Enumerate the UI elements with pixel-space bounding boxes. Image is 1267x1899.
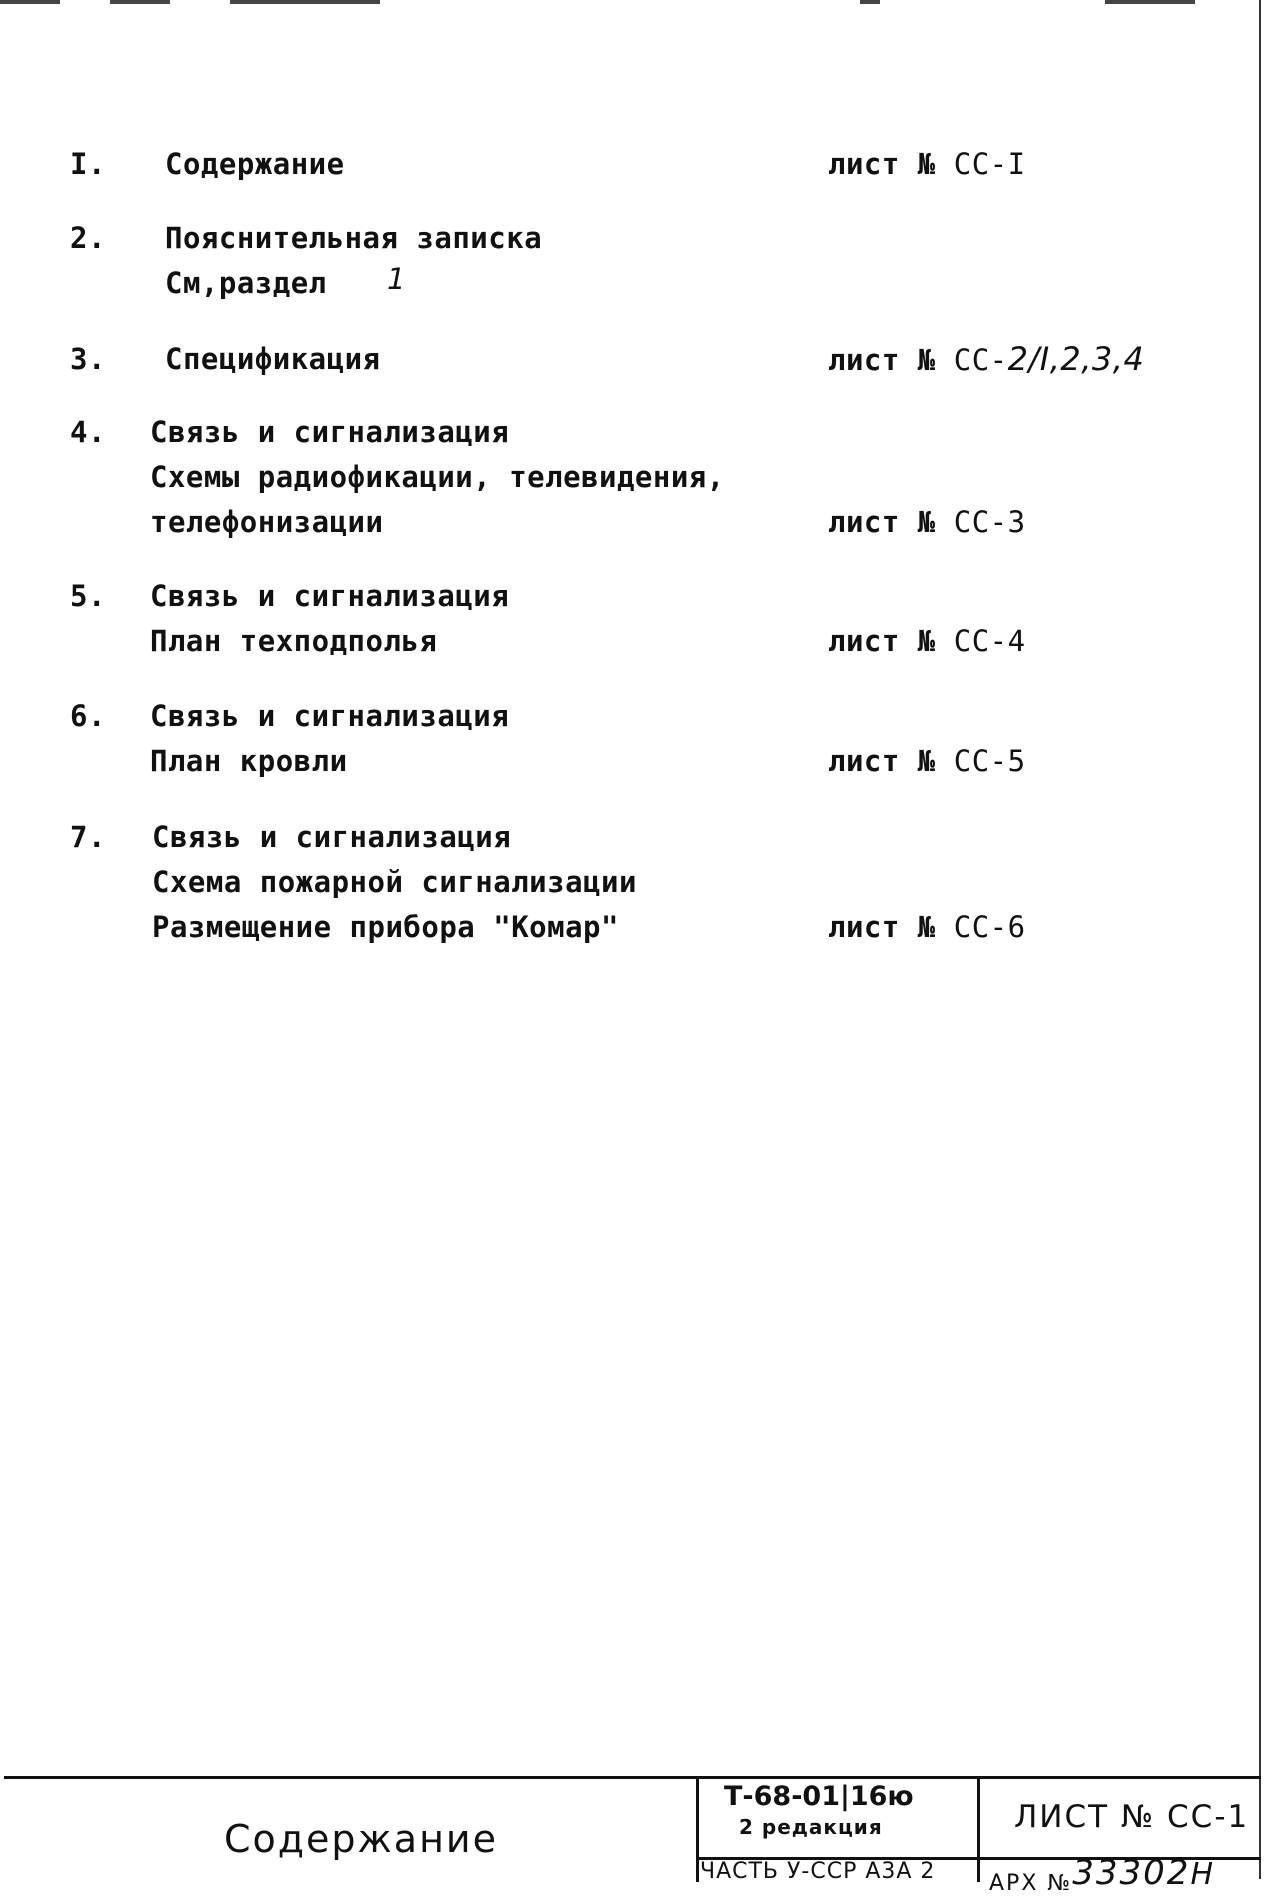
sheet-code: СС-6 (953, 910, 1026, 944)
entry-number: 5. (70, 579, 106, 613)
entry-number: 2. (70, 221, 106, 255)
sheet-code: СС-3 (953, 505, 1026, 539)
entry-number: 7. (70, 820, 106, 854)
entry-title-line: телефонизации (150, 505, 384, 539)
sheet-reference (828, 500, 1026, 545)
entry-number: I. (70, 147, 106, 181)
sheet-reference (828, 739, 1026, 784)
sheet-reference (828, 142, 1026, 187)
archive-suffix: Н (1190, 1857, 1215, 1892)
handwritten-sheet-range: 2/I,2,3,4 (1007, 340, 1145, 378)
entry-title-line: Связь и сигнализация (152, 820, 512, 854)
entry-title-line: Содержание (165, 147, 345, 181)
sheet-label: лист № (828, 147, 936, 181)
entry-title-line: Связь и сигнализация (150, 415, 510, 449)
entry-title-line: Пояснительная записка (165, 221, 543, 255)
top-edge-marks (0, 0, 1267, 6)
entry-title-line: Спецификация (165, 342, 381, 376)
sheet-label: лист № (828, 910, 936, 944)
sheet-code: СС-5 (953, 744, 1026, 778)
sheet-label: лист № (828, 343, 936, 377)
entry-number: 3. (70, 342, 106, 376)
entry-title-line: План техподполья (150, 624, 438, 658)
sheet-code: СС-4 (953, 624, 1026, 658)
document-title: Содержание (224, 1817, 498, 1861)
archive-number-value: 33302 (1072, 1853, 1191, 1893)
entry-title-line: Связь и сигнализация (150, 579, 510, 613)
sheet-reference (828, 619, 1026, 664)
sheet-reference (828, 905, 1026, 950)
sheet-number: ЛИСТ № СС-1 (1014, 1799, 1250, 1835)
archive-number (989, 1853, 1215, 1899)
entry-title-line: Связь и сигнализация (150, 699, 510, 733)
page-border (1259, 0, 1261, 1879)
handwritten-section-number: 1 (387, 262, 406, 296)
sheet-code: СС- (953, 343, 1008, 377)
sheet-label: лист № (828, 505, 936, 539)
entry-number: 4. (70, 415, 106, 449)
sheet-label: лист № (828, 624, 936, 658)
entry-title-line: См,раздел (165, 266, 327, 300)
entry-title-line: Схема пожарной сигнализации (152, 865, 637, 899)
edition-label: 2 редакция (739, 1815, 883, 1839)
entry-number: 6. (70, 699, 106, 733)
entry-title-line: Схемы радиофикации, телевидения, (150, 460, 725, 494)
part-label: ЧАСТЬ У-ССР А3А 2 (700, 1859, 936, 1884)
entry-title-line: План кровли (150, 744, 348, 778)
project-code: Т-68-01|16ю (724, 1781, 914, 1812)
entry-title-line: Размещение прибора "Комар" (152, 910, 619, 944)
sheet-reference (828, 337, 1144, 383)
title-block (4, 1776, 1261, 1896)
sheet-label: лист № (828, 744, 936, 778)
archive-label: АРХ № (989, 1871, 1073, 1896)
sheet-code: СС-I (953, 147, 1026, 181)
